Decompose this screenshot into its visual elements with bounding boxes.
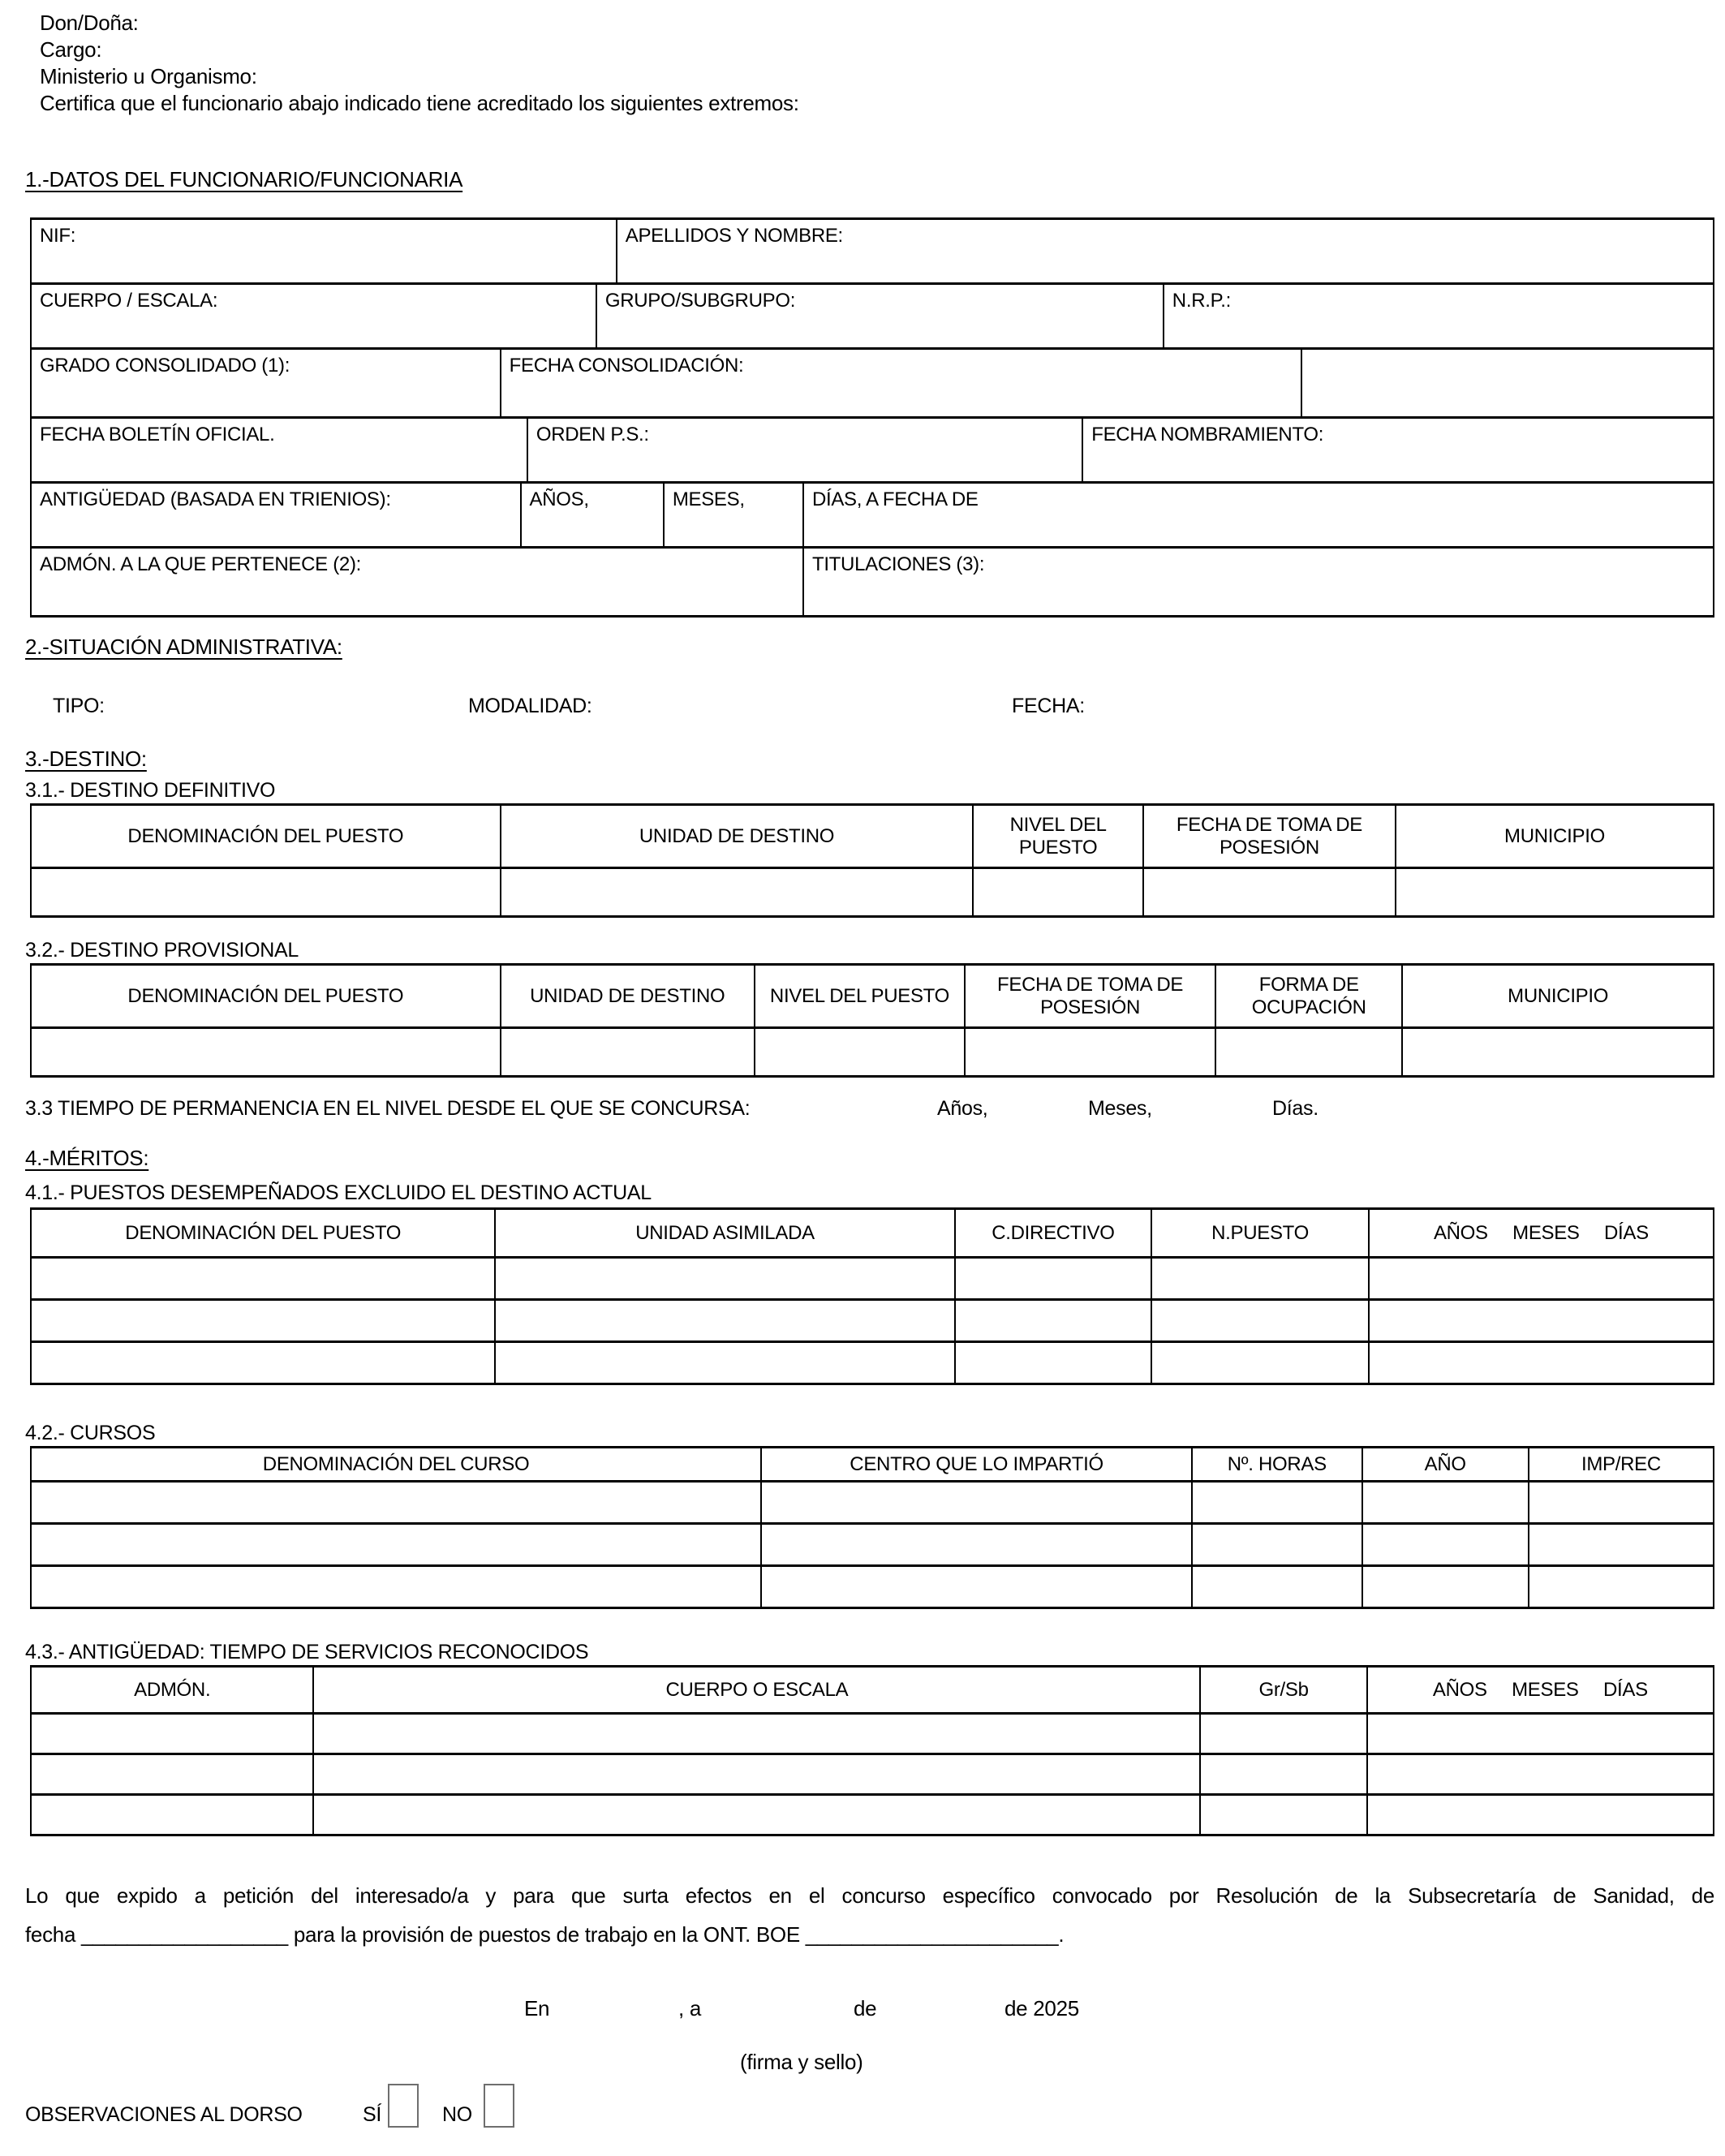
data-cell — [761, 1482, 1192, 1524]
fecha-consolidacion-cell: FECHA CONSOLIDACIÓN: — [501, 349, 1301, 418]
closing-paragraph — [25, 1876, 1714, 1954]
data-cell — [31, 1566, 761, 1608]
col-header: AÑOS MESES DÍAS — [1369, 1209, 1714, 1258]
col-header: UNIDAD ASIMILADA — [495, 1209, 954, 1258]
col-header: UNIDAD DE DESTINO — [501, 805, 974, 868]
date-de-label: de — [854, 1996, 877, 2020]
col-header: N.PUESTO — [1151, 1209, 1369, 1258]
data-cell — [1215, 1028, 1402, 1077]
data-cell — [973, 868, 1142, 917]
data-cell — [965, 1028, 1215, 1077]
tipo-label: TIPO: — [53, 695, 105, 717]
no-checkbox[interactable] — [484, 2084, 514, 2128]
data-cell — [501, 868, 974, 917]
data-cell — [761, 1566, 1192, 1608]
antiguedad-servicios-table — [30, 1665, 1714, 1836]
data-cell — [31, 868, 501, 917]
data-cell — [1151, 1300, 1369, 1342]
col-header: Gr/Sb — [1200, 1667, 1366, 1714]
col-header: DENOMINACIÓN DEL PUESTO — [31, 1209, 495, 1258]
col-header: AÑO — [1362, 1448, 1529, 1482]
data-cell — [313, 1795, 1200, 1835]
col-header: Nº. HORAS — [1192, 1448, 1362, 1482]
col-header: FECHA DE TOMA DE POSESIÓN — [965, 965, 1215, 1028]
data-cell — [1192, 1566, 1362, 1608]
col-header: AÑOS MESES DÍAS — [1367, 1667, 1714, 1714]
cuerpo-escala-cell: CUERPO / ESCALA: — [31, 284, 596, 349]
col-header: CUERPO O ESCALA — [313, 1667, 1200, 1714]
data-cell — [955, 1342, 1152, 1384]
data-cell — [1200, 1795, 1366, 1835]
data-cell — [755, 1028, 965, 1077]
titulaciones-cell: TITULACIONES (3): — [803, 548, 1714, 617]
apellidos-nombre-cell: APELLIDOS Y NOMBRE: — [617, 219, 1714, 284]
col-header: UNIDAD DE DESTINO — [501, 965, 755, 1028]
don-dona-line: Don/Doña: — [40, 11, 139, 35]
modalidad-label: MODALIDAD: — [468, 695, 592, 717]
data-cell — [1529, 1482, 1714, 1524]
datos-row-cuerpo — [30, 282, 1714, 350]
date-year-label: de 2025 — [1004, 1996, 1079, 2020]
anos-inline-label: Años, — [937, 1097, 988, 1120]
dias-inline-label: Días. — [1272, 1097, 1318, 1120]
observaciones-label: OBSERVACIONES AL DORSO — [25, 2103, 303, 2126]
orden-ps-cell: ORDEN P.S.: — [527, 418, 1082, 483]
destino-definitivo-table — [30, 803, 1714, 918]
cursos-title: 4.2.- CURSOS — [25, 1422, 156, 1444]
datos-row-antiguedad — [30, 481, 1714, 549]
destino-definitivo-title: 3.1.- DESTINO DEFINITIVO — [25, 779, 276, 802]
datos-row-admon — [30, 546, 1714, 618]
data-cell — [31, 1482, 761, 1524]
section2-title: 2.-SITUACIÓN ADMINISTRATIVA: — [25, 635, 342, 659]
data-cell — [313, 1754, 1200, 1795]
firma-sello-label: (firma y sello) — [740, 2050, 863, 2074]
data-cell — [1369, 1258, 1714, 1300]
fecha-boletin-cell: FECHA BOLETÍN OFICIAL. — [31, 418, 527, 483]
data-cell — [1529, 1566, 1714, 1608]
antiguedad-cell: ANTIGÜEDAD (BASADA EN TRIENIOS): — [31, 483, 521, 548]
datos-funcionario-table — [30, 217, 1714, 618]
fecha-label: FECHA: — [1012, 695, 1085, 717]
col-header: FORMA DE OCUPACIÓN — [1215, 965, 1402, 1028]
grupo-subgrupo-cell: GRUPO/SUBGRUPO: — [596, 284, 1164, 349]
certifica-line: Certifica que el funcionario abajo indicado tiene acreditado los siguientes extremos: — [40, 91, 799, 115]
cursos-table — [30, 1446, 1714, 1609]
data-cell — [31, 1258, 495, 1300]
meses-inline-label: Meses, — [1088, 1097, 1152, 1120]
data-cell — [313, 1714, 1200, 1754]
intro-block — [40, 10, 799, 117]
date-a-label: , a — [678, 1996, 702, 2020]
destino-provisional-title: 3.2.- DESTINO PROVISIONAL — [25, 939, 299, 962]
data-cell — [1367, 1795, 1714, 1835]
data-cell — [1369, 1300, 1714, 1342]
puestos-desempenados-title: 4.1.- PUESTOS DESEMPEÑADOS EXCLUIDO EL DESTINO ACTUAL — [25, 1181, 652, 1204]
col-header: CENTRO QUE LO IMPARTIÓ — [761, 1448, 1192, 1482]
data-cell — [495, 1300, 954, 1342]
si-checkbox[interactable] — [388, 2084, 419, 2128]
datos-row-nif — [30, 217, 1714, 285]
datos-row-boletin — [30, 416, 1714, 484]
anos-cell: AÑOS, — [521, 483, 664, 548]
col-header: C.DIRECTIVO — [955, 1209, 1152, 1258]
data-cell — [1200, 1714, 1366, 1754]
cargo-line: Cargo: — [40, 37, 102, 62]
data-cell — [501, 1028, 755, 1077]
data-cell — [31, 1795, 313, 1835]
dias-fecha-cell: DÍAS, A FECHA DE — [803, 483, 1714, 548]
date-en-label: En — [524, 1996, 550, 2020]
puestos-desempenados-table — [30, 1207, 1714, 1385]
data-cell — [31, 1754, 313, 1795]
antiguedad-servicios-title: 4.3.- ANTIGÜEDAD: TIEMPO DE SERVICIOS RECONOCIDOS — [25, 1641, 589, 1663]
data-cell — [31, 1342, 495, 1384]
col-header: FECHA DE TOMA DE POSESIÓN — [1143, 805, 1396, 868]
ministerio-line: Ministerio u Organismo: — [40, 64, 257, 88]
data-cell — [495, 1342, 954, 1384]
col-header: IMP/REC — [1529, 1448, 1714, 1482]
col-header: NIVEL DEL PUESTO — [973, 805, 1142, 868]
col-header: NIVEL DEL PUESTO — [755, 965, 965, 1028]
data-cell — [1369, 1342, 1714, 1384]
si-label: SÍ — [363, 2103, 382, 2126]
data-cell — [1402, 1028, 1714, 1077]
data-cell — [31, 1028, 501, 1077]
col-header: ADMÓN. — [31, 1667, 313, 1714]
closing-paragraph-line1: Lo que expido a petición del interesado/a y para que surta efectos en el concurso específico convocado por Resolución de la Subsecretaría de Sanidad, de — [25, 1883, 1714, 1908]
section4-title: 4.-MÉRITOS: — [25, 1146, 149, 1170]
col-header: MUNICIPIO — [1402, 965, 1714, 1028]
nrp-cell: N.R.P.: — [1164, 284, 1714, 349]
data-cell — [1192, 1482, 1362, 1524]
nif-cell: NIF: — [31, 219, 617, 284]
tiempo-permanencia-label: 3.3 TIEMPO DE PERMANENCIA EN EL NIVEL DESDE EL QUE SE CONCURSA: — [25, 1097, 751, 1120]
data-cell — [1367, 1714, 1714, 1754]
admon-pertenece-cell: ADMÓN. A LA QUE PERTENECE (2): — [31, 548, 803, 617]
section3-title: 3.-DESTINO: — [25, 747, 147, 771]
destino-provisional-table — [30, 963, 1714, 1078]
data-cell — [1367, 1754, 1714, 1795]
meses-cell: MESES, — [664, 483, 803, 548]
data-cell — [1529, 1524, 1714, 1566]
data-cell — [1362, 1566, 1529, 1608]
no-label: NO — [442, 2103, 472, 2126]
data-cell — [955, 1258, 1152, 1300]
data-cell — [31, 1524, 761, 1566]
data-cell — [31, 1714, 313, 1754]
datos-row-grado — [30, 347, 1714, 419]
section1-title: 1.-DATOS DEL FUNCIONARIO/FUNCIONARIA — [25, 167, 463, 192]
col-header: DENOMINACIÓN DEL PUESTO — [31, 965, 501, 1028]
data-cell — [1151, 1258, 1369, 1300]
empty-cell — [1301, 349, 1714, 418]
data-cell — [955, 1300, 1152, 1342]
data-cell — [1362, 1482, 1529, 1524]
data-cell — [761, 1524, 1192, 1566]
col-header: DENOMINACIÓN DEL CURSO — [31, 1448, 761, 1482]
col-header: MUNICIPIO — [1396, 805, 1714, 868]
data-cell — [1192, 1524, 1362, 1566]
fecha-nombramiento-cell: FECHA NOMBRAMIENTO: — [1082, 418, 1714, 483]
data-cell — [495, 1258, 954, 1300]
data-cell — [1396, 868, 1714, 917]
data-cell — [1151, 1342, 1369, 1384]
data-cell — [1200, 1754, 1366, 1795]
grado-consolidado-cell: GRADO CONSOLIDADO (1): — [31, 349, 501, 418]
data-cell — [1143, 868, 1396, 917]
data-cell — [31, 1300, 495, 1342]
data-cell — [1362, 1524, 1529, 1566]
closing-paragraph-line2: fecha __________________ para la provisión de puestos de trabajo en la ONT. BOE ______________________. — [25, 1922, 1065, 1947]
col-header: DENOMINACIÓN DEL PUESTO — [31, 805, 501, 868]
